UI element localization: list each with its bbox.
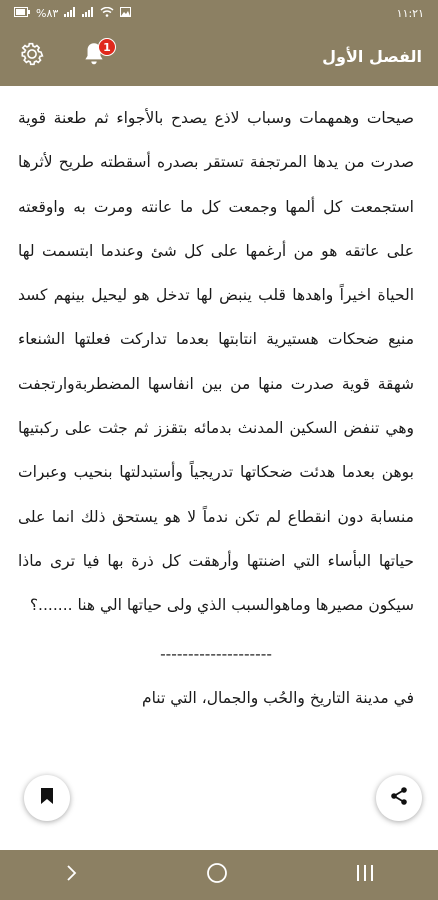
back-chevron-icon[interactable]	[63, 864, 79, 886]
bookmark-button[interactable]	[24, 775, 70, 821]
photo-icon	[120, 7, 131, 20]
paragraph-next: في مدينة التاريخ والحُب والجمال، التي تنام	[141, 688, 414, 707]
page-title: الفصل الأول	[322, 46, 422, 66]
app-bar	[0, 26, 438, 86]
wifi-icon	[100, 7, 114, 20]
signal-icon	[82, 7, 94, 20]
share-button[interactable]	[376, 775, 422, 821]
bookmark-icon	[40, 787, 54, 809]
chapter-text	[0, 96, 438, 720]
status-bar	[0, 0, 438, 26]
paragraph-body: صيحات وهمهمات وسباب لاذع يصدح بالأجواء ثم طعنة قوية صدرت من يدها المرتجفة تستقر بصدره أسقطته طريح لأثرها استجمعت كل ألمها وجمعت كل ما عانته ومرت به واوقعته على عاتقه هو من أرغمها على كل شئ وعندما ابتسمت لها الحياة اخيراً واهدها قلب ينبض لها تدخل هو ليحيل بينهم كسد منيع ضحكات هستيرية انتابتها بعدما تداركت فعلتها الشنعاء شهقة قوية صدرت منها من بين انفاسها المضطربةوارتجفت وهي تنفض السكين المدنث بدمائه بتقزز ثم جثت على ركبتيها بوهن بعدما هدئت ضحكاتها تدريجياً وأستبدلتها بنحيب وعبرات منسابة دون انقطاع لم تكن ندماً لا هو يستحق ذلك انما على حياتها البأساء التي اضنتها وأرهقت كل ذرة بها فيا ترى ماذا سيكون مصيرها وماهوالسبب الذي ولى حياتها الي هنا .......؟	[18, 109, 414, 615]
system-nav-bar	[0, 850, 438, 900]
home-circle-icon[interactable]	[206, 862, 228, 888]
notifications-button[interactable]	[78, 40, 110, 72]
gear-icon	[18, 40, 46, 72]
clock: ١١:٢١	[396, 6, 424, 20]
recents-icon[interactable]	[355, 864, 375, 886]
battery-icon	[14, 7, 30, 20]
settings-button[interactable]	[16, 40, 48, 72]
signal-icon	[64, 7, 76, 20]
reader-content[interactable]	[0, 96, 438, 850]
battery-percent: %٨٣	[36, 6, 59, 20]
app-bar-actions	[16, 40, 110, 72]
status-icons	[14, 7, 131, 20]
share-icon	[389, 786, 409, 810]
notification-badge: 1	[98, 38, 116, 56]
separator-line: --------------------	[160, 644, 272, 663]
